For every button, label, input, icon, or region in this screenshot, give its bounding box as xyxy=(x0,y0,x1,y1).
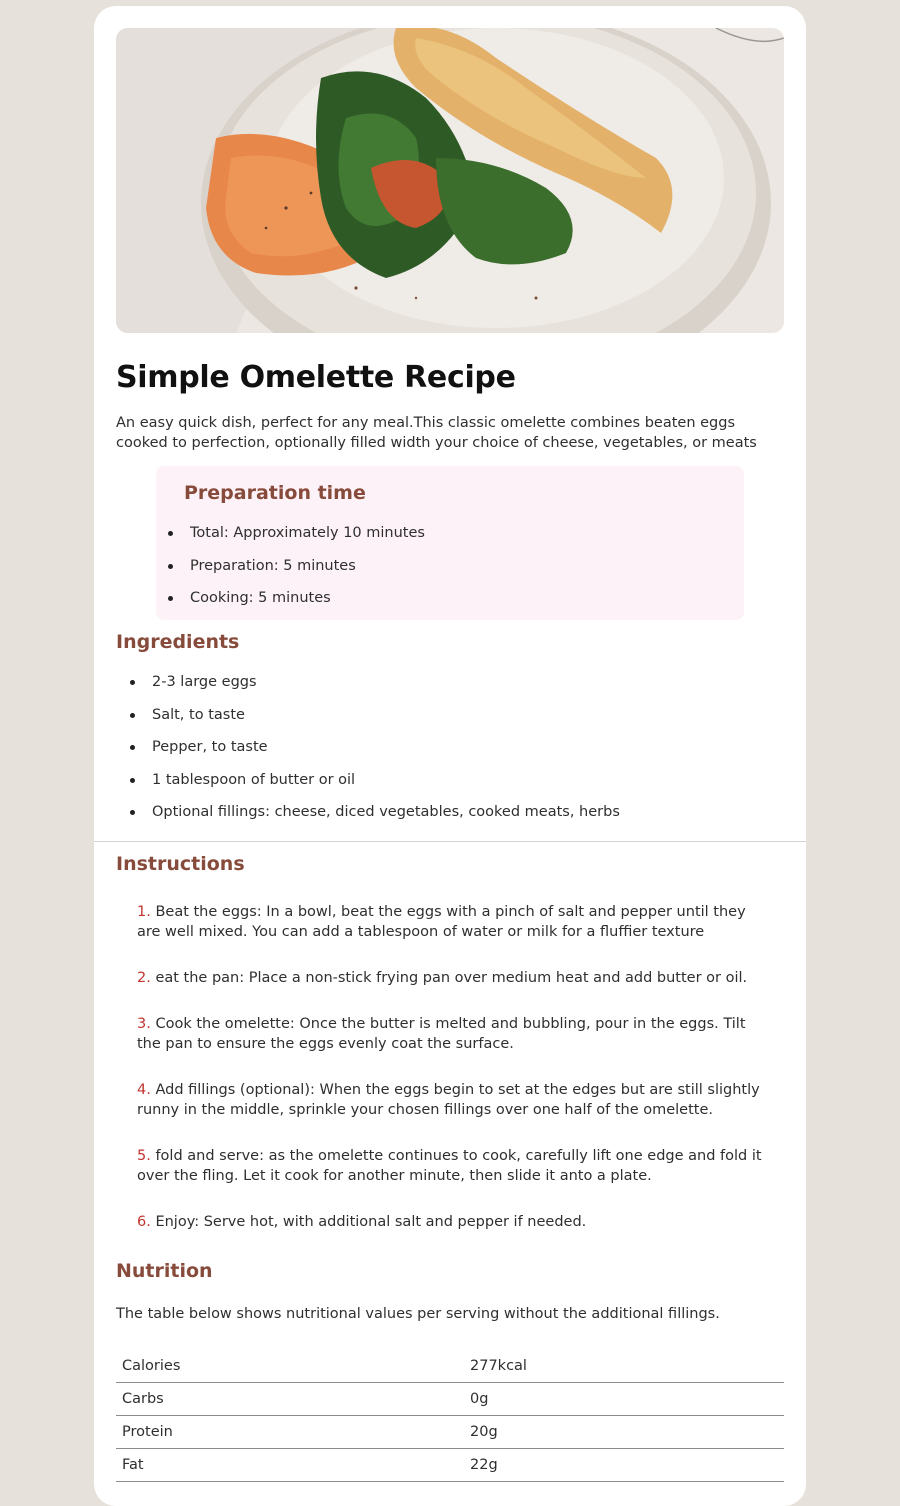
instruction-step xyxy=(137,1080,767,1120)
list-item: Cooking: 5 minutes xyxy=(190,588,425,621)
nutrient-name: Fat xyxy=(122,1457,144,1473)
section-divider xyxy=(94,841,806,842)
nutrient-name: Calories xyxy=(122,1358,181,1374)
list-item: 1 tablespoon of butter or oil xyxy=(152,770,620,803)
step-text: Cook the omelette: Once the butter is melted and bubbling, pour in the eggs. Tilt the pan to ensure the eggs evenly coat the surface. xyxy=(137,1016,746,1052)
ingredients-heading: Ingredients xyxy=(116,631,240,653)
bullet-icon xyxy=(130,680,135,685)
recipe-intro: An easy quick dish, perfect for any meal.This classic omelette combines beaten eggs cooked to perfection, optionally filled width your choice of cheese, vegetables, or meats xyxy=(116,415,757,451)
instruction-step xyxy=(137,902,767,942)
table-row xyxy=(116,1416,784,1449)
step-text: Add fillings (optional): When the eggs begin to set at the edges but are still slightly runny in the middle, sprinkle your chosen fillings over one half of the omelette. xyxy=(137,1082,760,1118)
step-number: 3. xyxy=(137,1016,151,1032)
row-divider xyxy=(116,1481,784,1482)
step-number: 6. xyxy=(137,1214,151,1230)
instructions-heading: Instructions xyxy=(116,853,245,875)
list-item: Preparation: 5 minutes xyxy=(190,556,425,589)
nutrition-heading: Nutrition xyxy=(116,1260,213,1282)
omelette-photo xyxy=(116,28,784,333)
table-row xyxy=(116,1449,784,1482)
table-row xyxy=(116,1383,784,1416)
nutrition-description: The table below shows nutritional values per serving without the additional fillings. xyxy=(116,1306,720,1322)
nutrient-name: Carbs xyxy=(122,1391,164,1407)
bullet-icon xyxy=(130,745,135,750)
list-item: Optional fillings: cheese, diced vegetables, cooked meats, herbs xyxy=(152,802,620,835)
ingredients-list xyxy=(152,672,620,835)
nutrient-value: 20g xyxy=(470,1424,498,1440)
nutrient-value: 0g xyxy=(470,1391,489,1407)
nutrient-value: 22g xyxy=(470,1457,498,1473)
step-number: 4. xyxy=(137,1082,151,1098)
bullet-icon xyxy=(130,778,135,783)
instruction-step xyxy=(137,968,767,988)
step-number: 2. xyxy=(137,970,151,986)
recipe-title: Simple Omelette Recipe xyxy=(116,360,516,395)
step-text: Enjoy: Serve hot, with additional salt and pepper if needed. xyxy=(155,1214,587,1230)
table-row xyxy=(116,1350,784,1383)
instruction-step xyxy=(137,1212,767,1232)
bullet-icon xyxy=(168,596,173,601)
omelette-image xyxy=(116,28,784,333)
list-item: Salt, to taste xyxy=(152,705,620,738)
preparation-time-heading: Preparation time xyxy=(184,482,366,504)
step-text: Beat the eggs: In a bowl, beat the eggs with a pinch of salt and pepper until they are well mixed. You can add a tablespoon of water or milk for a fluffier texture xyxy=(137,904,746,940)
nutrient-value: 277kcal xyxy=(470,1358,527,1374)
list-item: Total: Approximately 10 minutes xyxy=(190,523,425,556)
bullet-icon xyxy=(168,564,173,569)
list-item: 2-3 large eggs xyxy=(152,672,620,705)
bullet-icon xyxy=(168,531,173,536)
preparation-time-box xyxy=(156,466,744,620)
recipe-card xyxy=(94,6,806,1506)
step-number: 5. xyxy=(137,1148,151,1164)
bullet-icon xyxy=(130,810,135,815)
list-item: Pepper, to taste xyxy=(152,737,620,770)
instruction-step xyxy=(137,1014,767,1054)
step-number: 1. xyxy=(137,904,151,920)
instruction-step xyxy=(137,1146,767,1186)
preparation-list xyxy=(190,523,425,621)
bullet-icon xyxy=(130,713,135,718)
nutrient-name: Protein xyxy=(122,1424,173,1440)
step-text: fold and serve: as the omelette continues to cook, carefully lift one edge and fold it over the fling. Let it cook for another minute, then slide it anto a plate. xyxy=(137,1148,762,1184)
step-text: eat the pan: Place a non-stick frying pan over medium heat and add butter or oil. xyxy=(155,970,748,986)
